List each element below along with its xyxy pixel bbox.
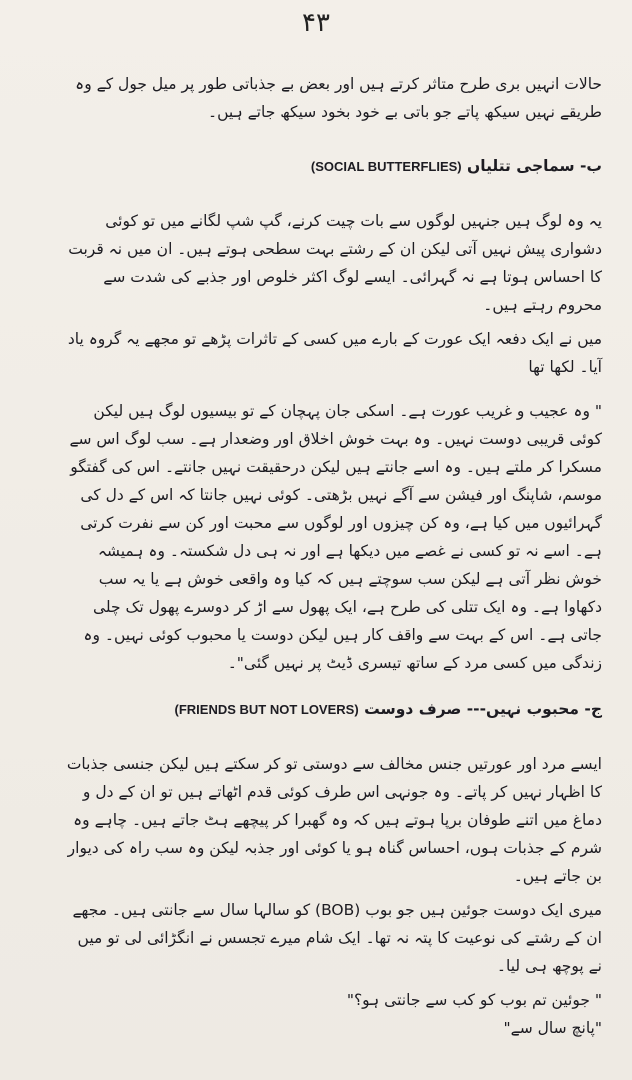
paragraph-friends-not-lovers: ایسے مرد اور عورتیں جنس مخالف سے دوستی تو کر سکتے ہیں لیکن جنسی جذبات کا اظہار نہیں کر پاتے۔ وہ جونہی اس طرف کوئی قدم اٹھاتے ہیں تو ان کے دل و دماغ میں اتنے طوفان برپا ہوتے ہیں کہ وہ گھبرا کر پیچھے ہٹ جاتے ہیں۔ چاہے وہ شرم کے جذبات ہوں، احساس گناہ ہو یا کوئی اور جذبہ لیکن وہ سب راہ کی دیوار بن جاتے ہیں۔ [66, 755, 602, 885]
paragraph-quote: " وہ عجیب و غریب عورت ہے۔ اسکی جان پہچان کے تو بیسیوں لوگ ہیں لیکن کوئی قریبی دوست نہیں۔ وہ بہت خوش اخلاق اور وضعدار ہے۔ سب لوگ اس سے مسکرا کر ملتے ہیں۔ وہ اسے جانتے ہیں لیکن درحقیقت نہیں جانتے۔ اس کی گفتگو موسم، شاپنگ اور فیشن سے آگے نہیں بڑھتی۔ کوئی نہیں جانتا کہ اس کے دل کی گہرائیوں میں کیا ہے، وہ کن چیزوں اور لوگوں سے محبت اور کن سے نفرت کرتی ہے۔ اسے نہ تو کسی نے غصے میں دیکھا ہے اور نہ ہی دل شکستہ۔ وہ ہمیشہ خوش نظر آتی ہے لیکن سب سوچتے ہیں کہ کیا وہ واقعی خوش ہے یا یہ سب دکھاوا ہے۔ وہ ایک تتلی کی طرح ہے، ایک پھول سے اڑ کر دوسرے پھول تک چلی جاتی ہے۔ اس کے بہت سے واقف کار ہیں لیکن دوست یا محبوب کوئی نہیں۔ وہ زندگی میں کسی مرد کے ساتھ تیسری ڈیٹ پر نہیں گئی"۔ [69, 402, 602, 672]
heading-urdu: ب- سماجی تتلیاں [467, 157, 602, 175]
dialogue-question: " جوئین تم بوب کو کب سے جانتی ہو؟" [346, 991, 602, 1009]
heading-english: (FRIENDS BUT NOT LOVERS) [174, 702, 359, 717]
paragraph-social-butterflies: یہ وہ لوگ ہیں جنہیں لوگوں سے بات چیت کرنے، گپ شپ لگانے میں تو کوئی دشواری پیش نہیں آتی لیکن ان کے رشتے بہت سطحی ہوتے ہیں۔ ان میں نہ قربت کا احساس ہوتا ہے نہ گہرائی۔ ایسے لوگ اکثر خلوص اور جذبے کی شدت سے محروم رہتے ہیں۔ [68, 212, 602, 314]
section-heading-social-butterflies [62, 152, 602, 181]
paragraph-joanne: میری ایک دوست جوئین ہیں جو بوب (BOB) کو سالہا سال سے جانتی ہیں۔ مجھے ان کے رشتے کی نوعیت کا پتہ نہ تھا۔ ایک شام میرے تجسس نے انگڑائی لی تو میں نے پوچھ ہی لیا۔ [72, 901, 602, 975]
heading-urdu: ج- محبوب نہیں--- صرف دوست [364, 700, 602, 718]
section-heading-friends-not-lovers [62, 695, 602, 724]
page-number: ۴۳ [302, 8, 330, 38]
dialogue-answer: "پانچ سال سے" [503, 1019, 602, 1037]
page-body [62, 70, 602, 1042]
paragraph-intro: حالات انہیں بری طرح متاثر کرتے ہیں اور بعض بے جذباتی طور پر میل جول کے وہ طریقے نہیں سیکھ پاتے جو باتی بے خود بخود سیکھ جاتے ہیں۔ [75, 75, 602, 121]
paragraph-recollection: میں نے ایک دفعہ ایک عورت کے بارے میں کسی کے تاثرات پڑھے تو مجھے یہ گروہ یاد آیا۔ لکھا تھا [67, 330, 602, 376]
heading-english: (SOCIAL BUTTERFLIES) [310, 159, 462, 174]
